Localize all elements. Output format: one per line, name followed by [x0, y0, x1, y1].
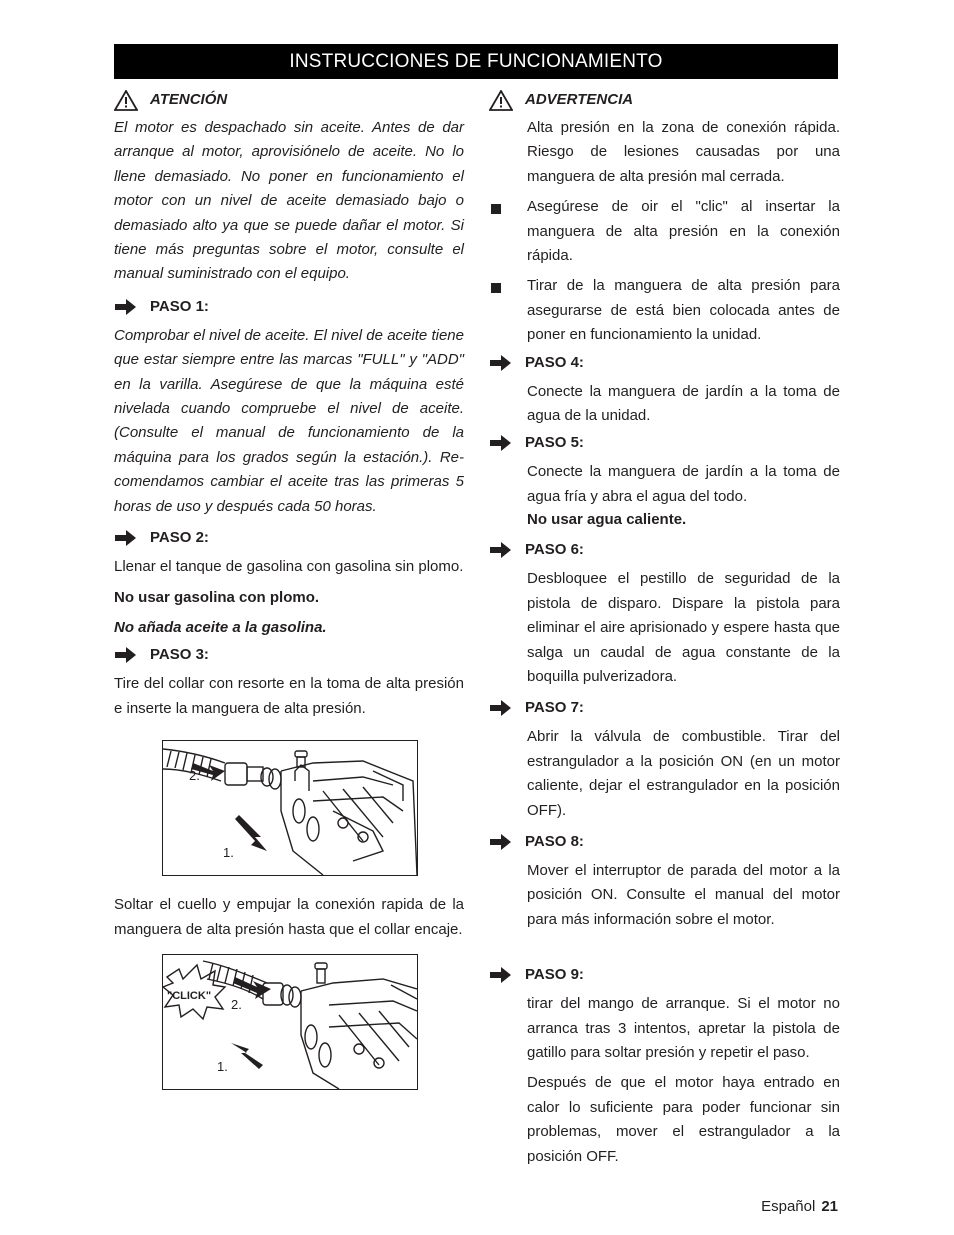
arrow-right-icon	[490, 833, 512, 851]
step-1-text: Comprobar el nivel de aceite. El nivel de aceite tiene que estar siempre entre las marcas "FULL" y "ADD" en la varilla. Asegúrese de que la máquina esté nivelada cuando compruebe el nivel de aceite. (Consulte el manual de funcionamiento de la máquina para los grados según la estación.). Re- comendamos cambiar el aceite tras las primeras 5 horas de uso y después cada 50 horas.	[114, 326, 464, 515]
footer-language: Español	[761, 1198, 816, 1215]
left-column	[114, 86, 464, 1090]
step-8-label: PASO 8:	[525, 832, 584, 850]
warning-text: Alta presión en la zona de conexión rápida. Riesgo de lesiones causadas por una manguera de alta presión mal cerrada.	[527, 119, 840, 185]
step-6-label: PASO 6:	[525, 541, 584, 559]
figure-2-label-1: 1.	[217, 1058, 228, 1074]
arrow-right-icon	[115, 529, 137, 547]
warning-triangle-icon	[114, 90, 138, 111]
step-2-label: PASO 2:	[150, 529, 209, 547]
attention-text: El motor es despachado sin aceite. Antes de dar arranque al motor, aprovisiónelo de aceite. No lo llene demasiado. No poner en funcionamiento el motor con un nivel de aceite demasiado bajo o demasiado alto ya que se puede dañar el motor. Si tiene más preguntas sobre el motor, consulte el manual suministrado con el equipo.	[114, 119, 464, 283]
arrow-right-icon	[490, 966, 512, 984]
warning-heading	[489, 86, 840, 116]
hose-connection-figure-1	[162, 740, 418, 876]
attention-label: ATENCIÓN	[150, 91, 228, 108]
hose-connection-figure-2	[162, 954, 418, 1090]
step-2-note-unleaded: No usar gasolina con plomo.	[114, 588, 320, 606]
step-7-heading	[489, 693, 840, 723]
step-9-text-2: Después de que el motor haya entrado en calor lo suficiente para poder funcionar sin problemas, mover el estrangulador a la posición OFF.	[527, 1074, 840, 1165]
figure-2-click-label: "CLICK"	[167, 989, 212, 1002]
arrow-right-icon	[490, 541, 512, 559]
hose-connection-illustration	[163, 741, 417, 875]
step-3-heading	[114, 640, 464, 670]
step-5-label: PASO 5:	[525, 434, 584, 452]
section-header: INSTRUCCIONES DE FUNCIONAMIENTO	[114, 44, 838, 79]
right-column	[489, 86, 840, 1169]
step-3-text: Tire del collar con resorte en la toma de alta presión e inserte la manguera de alta presión.	[114, 675, 464, 717]
step-8-text: Mover el interruptor de parada del motor a la posición ON. Consulte el manual del motor para más información sobre el motor.	[527, 861, 840, 928]
step-2-note-no-oil: No añada aceite a la gasolina.	[114, 618, 327, 636]
step-5-note: No usar agua caliente.	[527, 511, 687, 529]
bullet-square-icon	[491, 283, 501, 293]
warning-bullet-2-text: Tirar de la manguera de alta presión para asegurarse de está bien colocada antes de poner en funcionamiento la unidad.	[527, 277, 840, 344]
step-4-label: PASO 4:	[525, 353, 584, 371]
step-4-heading	[489, 348, 840, 378]
step-5-text: Conecte la manguera de jardín a la toma de agua fría y abra el agua del todo.	[527, 463, 840, 505]
hose-click-illustration	[163, 955, 417, 1089]
step-7-text: Abrir la válvula de combustible. Tirar del estrangulador a la posición ON (en un motor caliente, dejar el estrangulador en la posición OFF).	[527, 728, 840, 819]
step-2-text: Llenar el tanque de gasolina con gasolina sin plomo.	[114, 558, 464, 576]
step-1-heading	[114, 292, 464, 322]
figure-1-label-2: 2.	[189, 768, 200, 784]
page-footer	[761, 1198, 838, 1215]
attention-heading	[114, 86, 464, 116]
step-2-heading	[114, 523, 464, 553]
step-1-label: PASO 1:	[150, 297, 209, 315]
step-6-heading	[489, 535, 840, 565]
warning-bullet-1	[489, 195, 840, 268]
step-7-label: PASO 7:	[525, 699, 584, 717]
arrow-right-icon	[490, 354, 512, 372]
figure-1-label-1: 1.	[223, 845, 234, 861]
step-9-heading	[489, 960, 840, 990]
warning-bullet-2	[489, 274, 840, 347]
warning-triangle-icon	[489, 90, 513, 111]
warning-bullet-1-text: Asegúrese de oir el "clic" al insertar la manguera de alta presión en la conexión rápida.	[527, 198, 840, 265]
step-3-after-text: Soltar el cuello y empujar la conexión rapida de la manguera de alta presión hasta que el collar encaje.	[114, 896, 464, 938]
step-5-heading	[489, 428, 840, 458]
arrow-right-icon	[490, 699, 512, 717]
warning-label: ADVERTENCIA	[525, 91, 634, 108]
arrow-right-icon	[490, 434, 512, 452]
arrow-right-icon	[115, 646, 137, 664]
step-9-label: PASO 9:	[525, 966, 584, 984]
step-3-label: PASO 3:	[150, 646, 209, 664]
step-8-heading	[489, 827, 840, 857]
step-4-text: Conecte la manguera de jardín a la toma de agua de la unidad.	[527, 382, 840, 425]
bullet-square-icon	[491, 204, 501, 214]
step-6-text: Desbloquee el pestillo de seguridad de la pistola de disparo. Dispare la pistola para eliminar el aire aprisionado y espere hasta que salga un caudal de agua constante de la boquilla pulverizadora.	[527, 570, 840, 685]
figure-2-label-2: 2.	[231, 996, 242, 1012]
page-number: 21	[821, 1198, 838, 1215]
step-9-text: tirar del mango de arranque. Si el motor no arranca tras 3 intentos, apretar la pistola de gatillo para soltar presión y repetir el paso.	[527, 995, 840, 1061]
arrow-right-icon	[115, 298, 137, 316]
